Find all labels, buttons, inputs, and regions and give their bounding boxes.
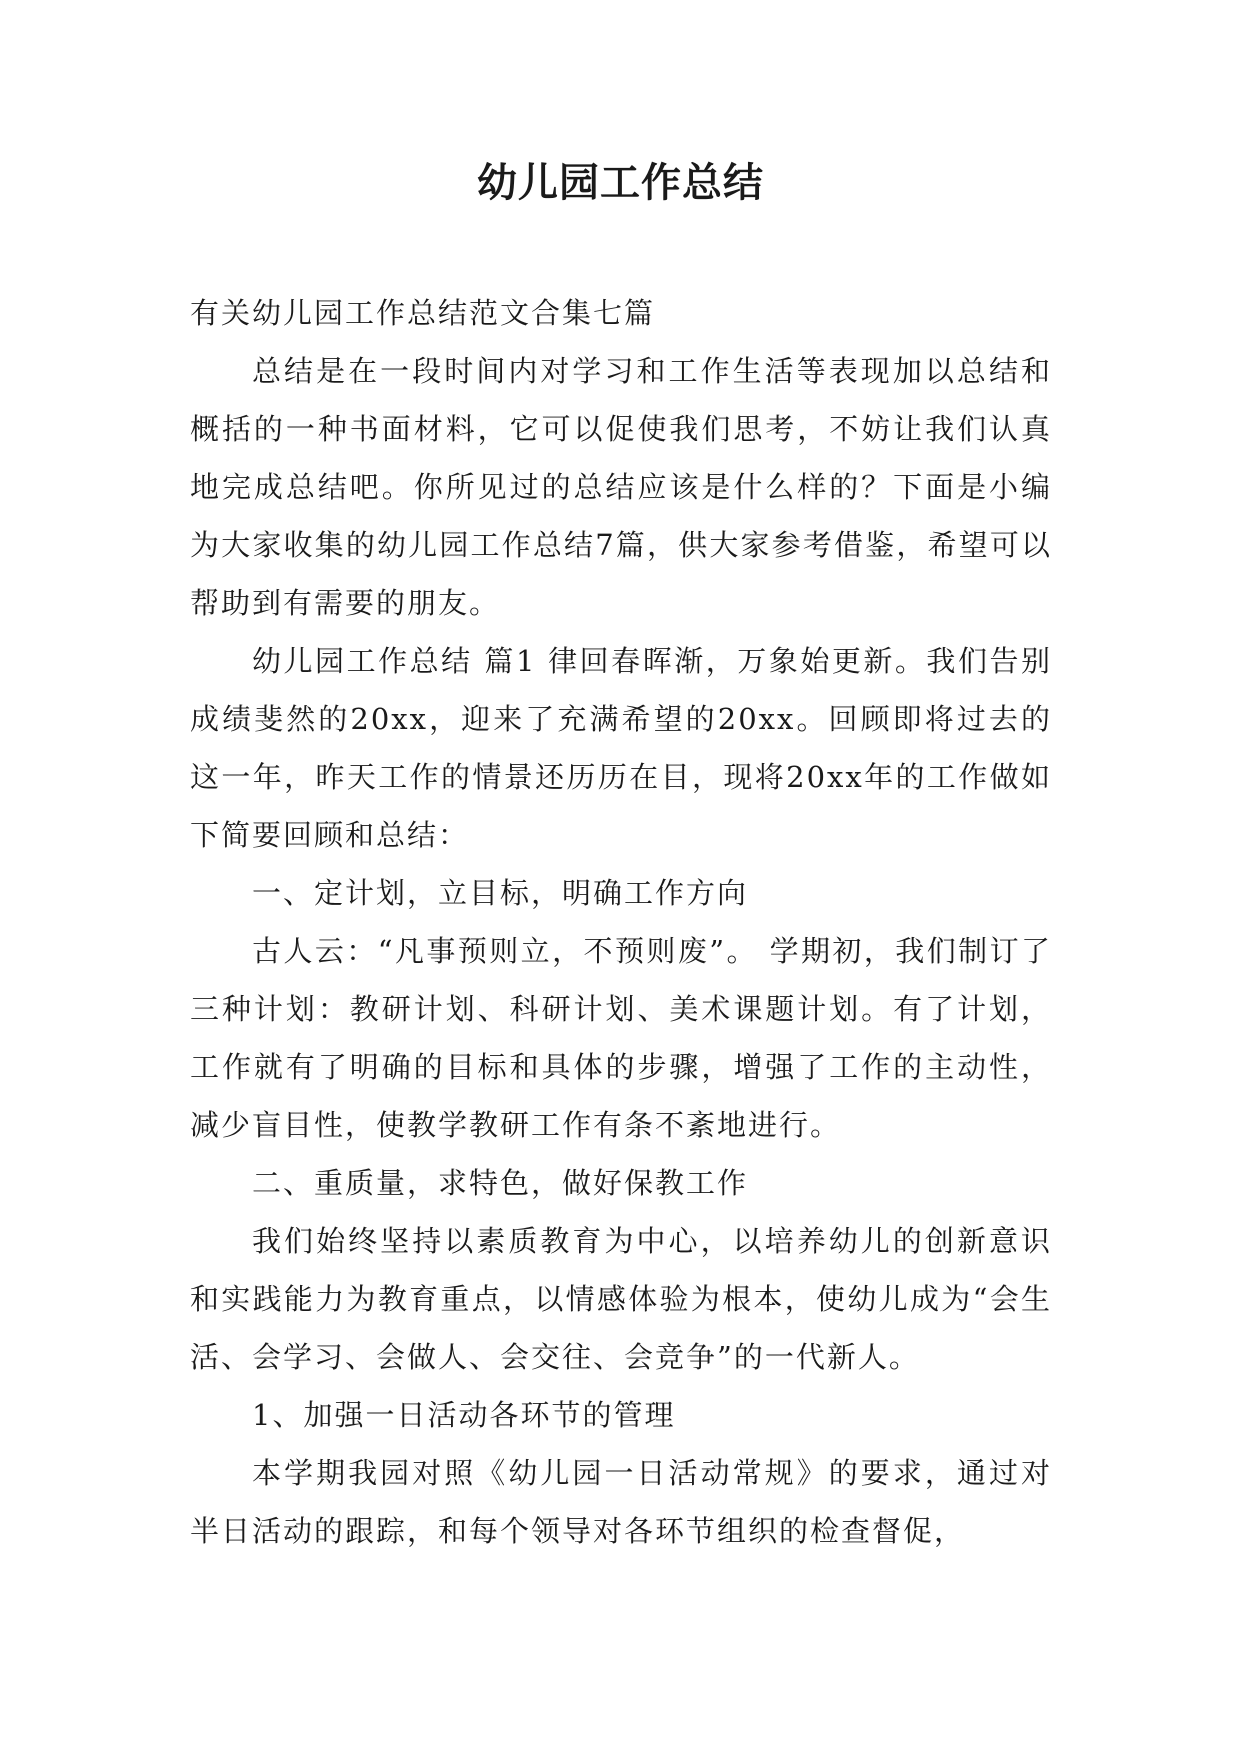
plan-goals-paragraph: 古人云：“凡事预则立，不预则废”。 学期初，我们制订了三种计划：教研计划、科研计划、美术课题计划。有了计划，工作就有了明确的目标和具体的步骤，增强了工作的主动性，减少盲目性，使教学教研工作有条不紊地进行。 [190, 934, 1052, 1142]
heading-plan-goals: 一、定计划，立目标，明确工作方向 [252, 876, 749, 910]
heading-quality-features: 二、重质量，求特色，做好保教工作 [252, 1166, 749, 1200]
section-1-opening-paragraph: 幼儿园工作总结 篇1 律回春晖渐，万象始更新。我们告别成绩斐然的20xx，迎来了充满希望的20xx。回顾即将过去的这一年，昨天工作的情景还历历在目，现将20xx年的工作做如下简要回顾和总结： [190, 644, 1052, 852]
document-body [190, 284, 1052, 1560]
page-title: 幼儿园工作总结 [477, 160, 764, 206]
quality-features-paragraph: 我们始终坚持以素质教育为中心，以培养幼儿的创新意识和实践能力为教育重点，以情感体验为根本，使幼儿成为“会生活、会学习、会做人、会交往、会竞争”的一代新人。 [190, 1224, 1052, 1374]
intro-paragraph: 总结是在一段时间内对学习和工作生活等表现加以总结和概括的一种书面材料，它可以促使我们思考，不妨让我们认真地完成总结吧。你所见过的总结应该是什么样的？下面是小编为大家收集的幼儿园工作总结7篇，供大家参考借鉴，希望可以帮助到有需要的朋友。 [190, 354, 1052, 620]
daily-activities-paragraph: 本学期我园对照《幼儿园一日活动常规》的要求，通过对半日活动的跟踪，和每个领导对各环节组织的检查督促， [190, 1456, 1052, 1548]
document-subtitle: 有关幼儿园工作总结范文合集七篇 [190, 296, 656, 330]
subheading-daily-activities: 1、加强一日活动各环节的管理 [252, 1398, 676, 1432]
